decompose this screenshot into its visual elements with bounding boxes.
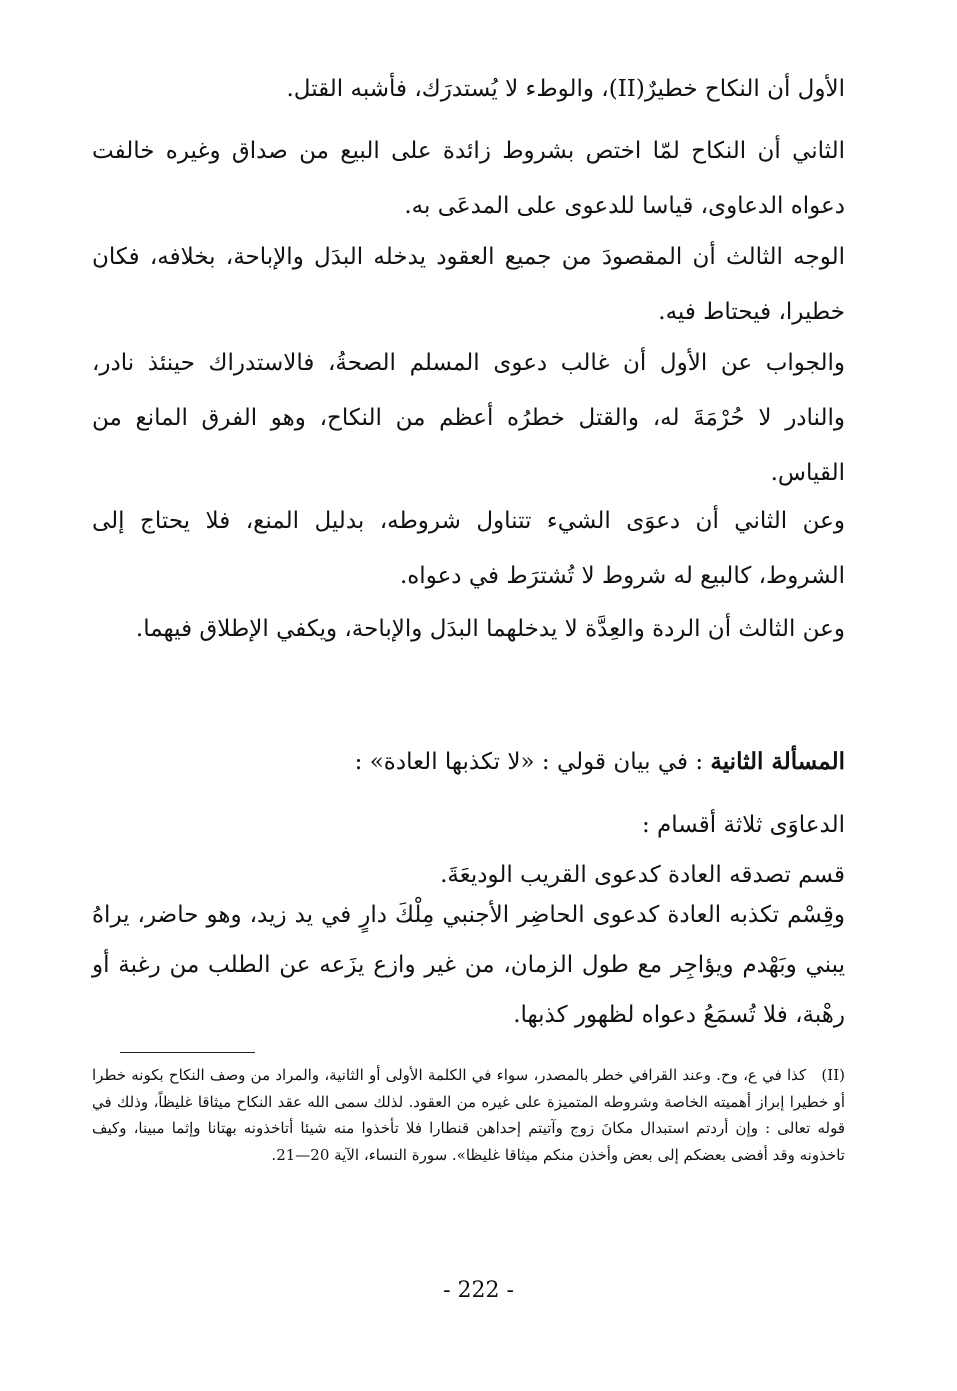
section-heading-title: المسألة الثانية: [710, 748, 845, 775]
section-category-2: وقِسْم تكذبه العادة كدعوى الحاضِر الأجنبي مِلْكَ دارٍ في يد زيد، وهو حاضر، يراهُ يبني وبَهْدم ويؤاجِر مع طول الزمان، من غير وازع يزَعه عن الطلب من رغبة أو رهْبة، فلا تُسمَعُ دعواه لظهور كذبها.: [92, 902, 845, 1028]
paragraph-1: الأول أن النكاح خطيرٌ(II)، والوطء لا يُستدرَك، فأشبه القتل.: [286, 76, 845, 102]
page-number: - 222 -: [443, 1278, 514, 1303]
footnote-separator: [120, 1052, 255, 1053]
paragraph-6: وعن الثالث أن الردة والعِدَّة لا يدخلهما البدَل والإباحة، ويكفي الإطلاق فيهما.: [135, 616, 845, 642]
footnote-marker: (II): [821, 1066, 845, 1084]
section-heading-subtitle: : في بيان قولي : «لا تكذبها العادة» :: [354, 749, 711, 775]
section-heading: [92, 734, 845, 790]
paragraph-4: والجواب عن الأول أن غالب دعوى المسلم الصحةُ، فالاستدراك حينئذ نادر، والنادر لا حُرْمَةَ له، والقتل خطرُه أعظم من النكاح، وهو الفرق المانع من القياس.: [92, 350, 845, 486]
footnote: [92, 1062, 845, 1168]
section-category-1: قسم تصدقه العادة كدعوى القريب الوديعَةَ.: [440, 862, 845, 888]
paragraph-2: الثاني أن النكاح لمّا اختص بشروط زائدة على البيع من صداق وغيره خالفت دعواه الدعاوى، قياسا للدعوى على المدعَى به.: [92, 138, 845, 219]
paragraph-3: الوجه الثالث أن المقصودَ من جميع العقود يدخله البدَل والإباحة، بخلافه، فكان خطيرا، فيحتاط فيه.: [92, 244, 845, 325]
footnote-text: كذا في ع، وح. وعند القرافي خطر بالمصدر، سواء في الكلمة الأولى أو الثانية، والمراد من وصف النكاح بكونه خطرا أو خطيرا إبراز أهميته الخاصة وشروطه المتميزة على غيره من العقود. لذلك سمى الله عقد النكاح ميثاقا غليظاً، وذلك في قوله تعالى : وإن أردتم استبدال مكانَ زوج وآتيتم إحداهن قنطارا فلا تأخذوا منه شيئا أتاخذونه بهتانا وإثما مبينا، وكيف تاخذونه وقد أفضى بعضكم إلى بعض وأخذن منكم ميثاقا غليظا». سورة النساء، الآية 20—21.: [92, 1066, 845, 1164]
paragraph-5: وعن الثاني أن دعوَى الشيء تتناول شروطه، بدليل المنع، فلا يحتاج إلى الشروط، كالبيع له شروط لا تُشترَط في دعواه.: [92, 508, 845, 589]
section-intro: الدعاوَى ثلاثة أقسام :: [641, 812, 845, 838]
